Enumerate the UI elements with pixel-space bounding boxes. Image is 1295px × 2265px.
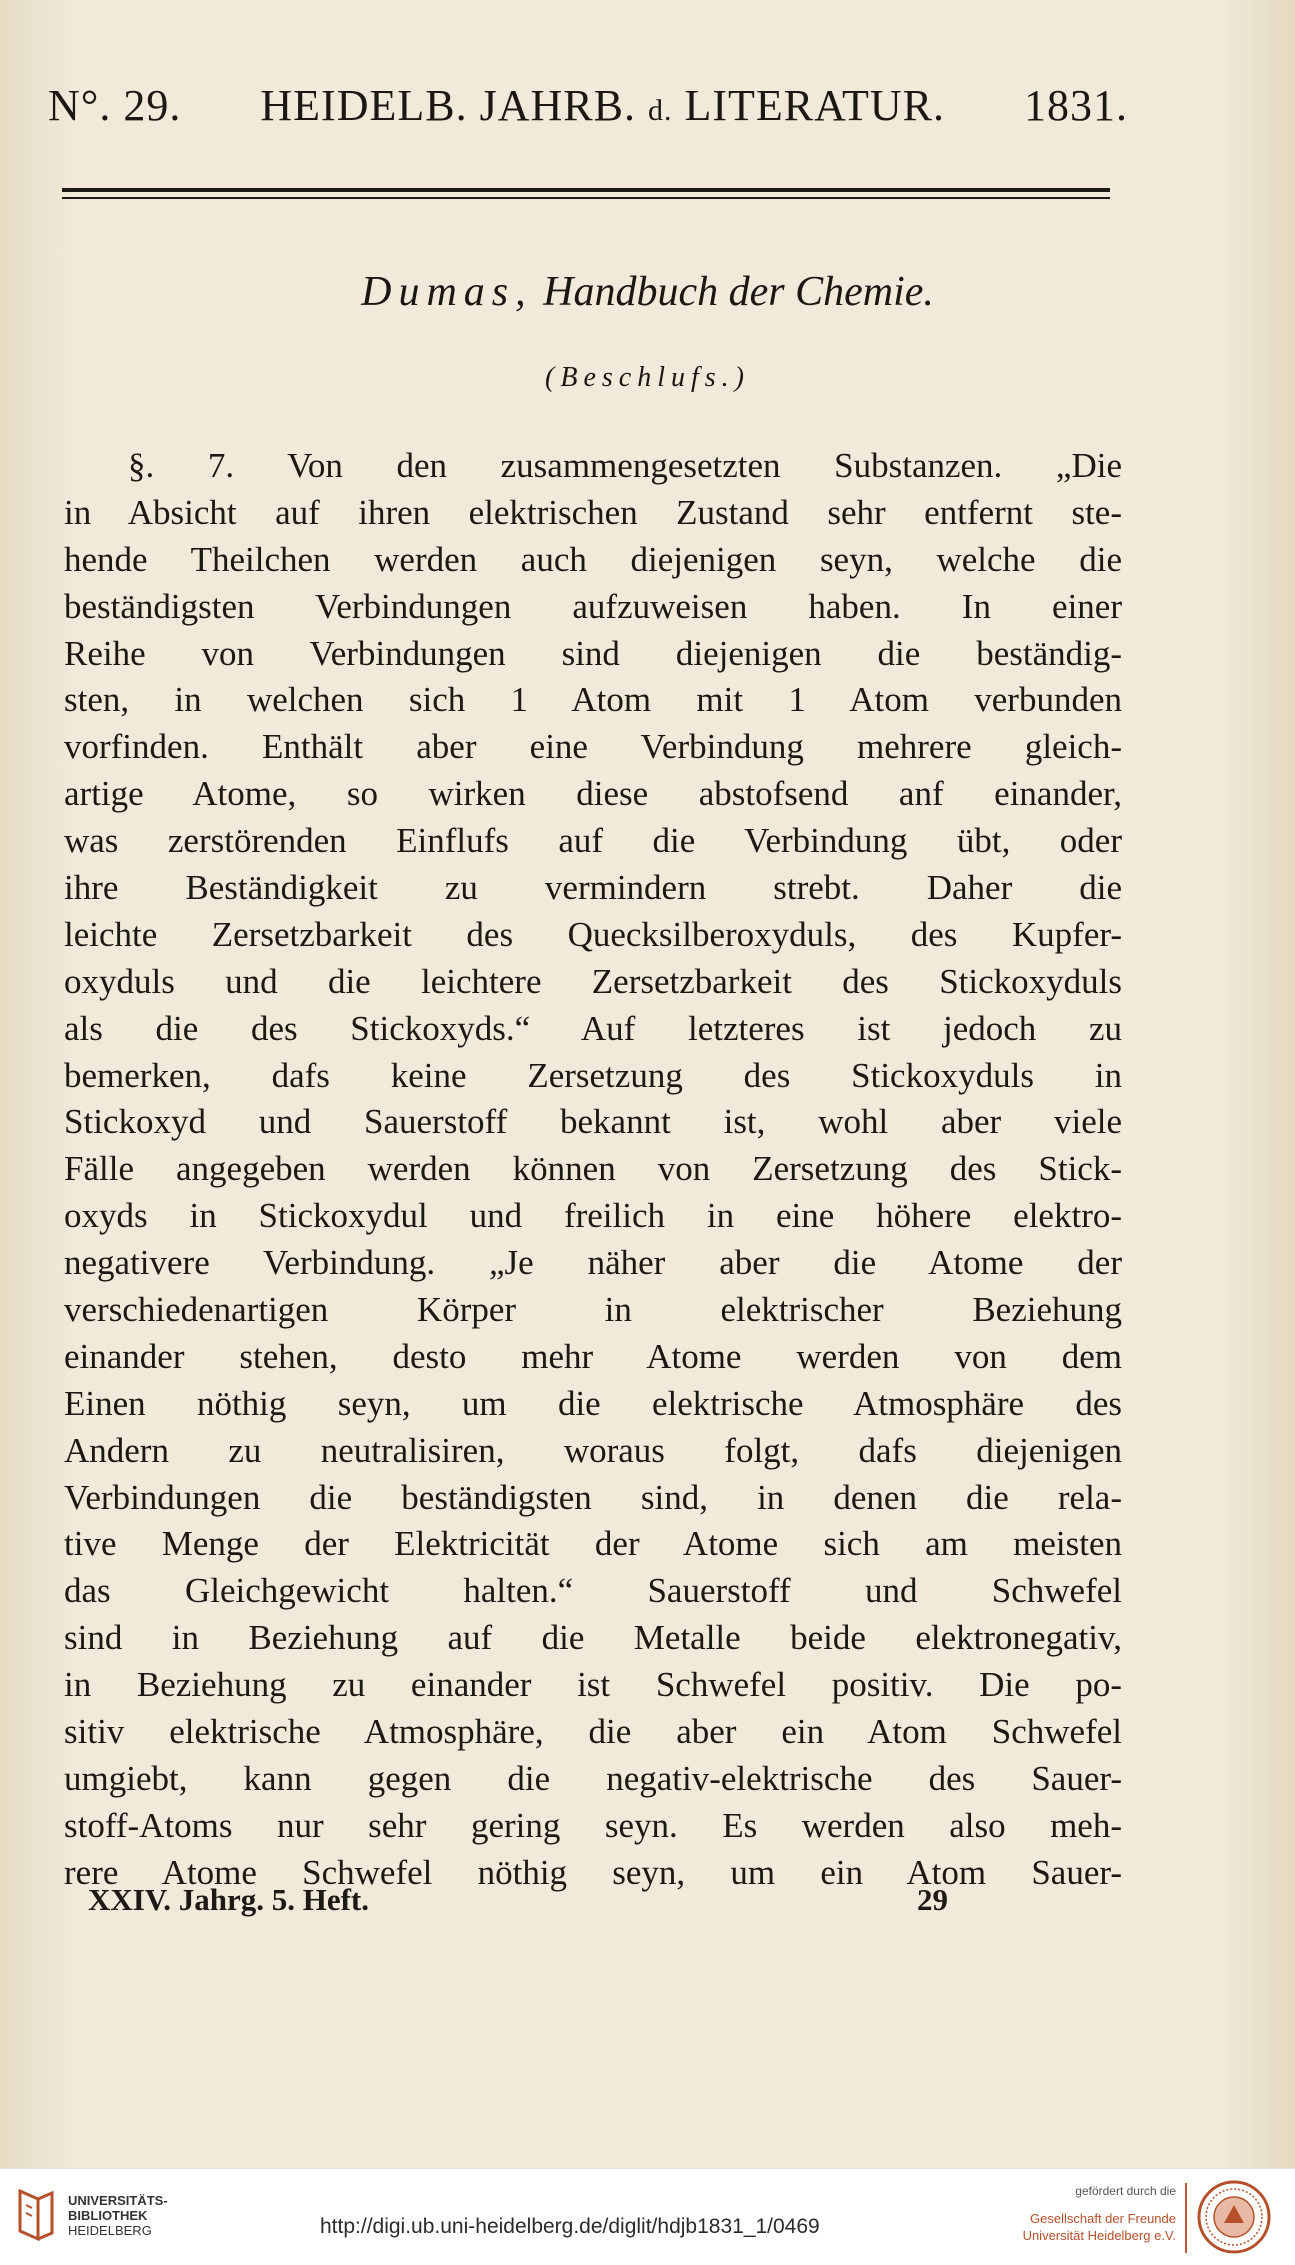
text-line: Verbindungen die beständigsten sind, in denen die rela- <box>64 1477 1122 1517</box>
journal-suffix: LITERATUR. <box>684 81 945 130</box>
library-name <box>68 2193 168 2238</box>
text-line: oxyds in Stickoxydul und freilich in eine höhere elektro- <box>64 1196 1122 1236</box>
footer-bar <box>0 2168 1295 2265</box>
text-line: in Absicht auf ihren elektrischen Zustand sehr entfernt ste- <box>64 492 1122 532</box>
text-line: leichte Zersetzbarkeit des Quecksilberoxyduls, des Kupfer- <box>64 914 1122 954</box>
text-line: vorfinden. Enthält aber eine Verbindung mehrere gleich- <box>64 727 1122 767</box>
text-line: negativere Verbindung. „Je näher aber die Atome der <box>64 1243 1122 1283</box>
article-title <box>0 268 1295 316</box>
library-line-1: UNIVERSITÄTS- <box>68 2192 168 2208</box>
permalink-url[interactable]: http://digi.ub.uni-heidelberg.de/diglit/hdjb1831_1/0469 <box>320 2215 820 2238</box>
double-rule <box>62 188 1110 199</box>
year: 1831. <box>1024 81 1128 130</box>
article-work: Handbuch der Chemie. <box>543 269 934 315</box>
issue-number: N°. 29. <box>48 81 182 130</box>
university-seal-icon[interactable] <box>1196 2179 1272 2255</box>
text-line: artige Atome, so wirken diese abstofsend anf einander, <box>64 774 1122 814</box>
article-subtitle: (Beschlufs.) <box>545 362 750 393</box>
text-line: §. 7. Von den zusammengesetzten Substanzen. „Die <box>128 446 1122 485</box>
text-line: stoff-Atoms nur sehr gering seyn. Es werden also meh- <box>64 1805 1122 1845</box>
running-head <box>48 80 1128 131</box>
library-logo[interactable] <box>14 2187 168 2243</box>
text-line: was zerstörenden Einflufs auf die Verbindung übt, oder <box>64 821 1122 861</box>
sponsor-line-2: Universität Heidelberg e.V. <box>1022 2228 1176 2243</box>
text-line: bemerken, dafs keine Zersetzung des Stickoxyduls in <box>64 1055 1122 1095</box>
sponsor-line-1: Gesellschaft der Freunde <box>1030 2211 1176 2226</box>
volume-info: XXIV. Jahrg. 5. Heft. <box>88 1882 369 1917</box>
text-line: Reihe von Verbindungen sind diejenigen die beständig- <box>64 633 1122 673</box>
text-line: als die des Stickoxyds.“ Auf letzteres ist jedoch zu <box>64 1008 1122 1048</box>
text-line: sten, in welchen sich 1 Atom mit 1 Atom verbunden <box>64 680 1122 720</box>
text-line: sind in Beziehung auf die Metalle beide elektronegativ, <box>64 1618 1122 1658</box>
text-line: sitiv elektrische Atmosphäre, die aber ein Atom Schwefel <box>64 1712 1122 1752</box>
sheet-number: 29 <box>917 1882 948 1917</box>
sponsor-lead: gefördert durch die <box>1075 2184 1176 2198</box>
text-line: Andern zu neutralisiren, woraus folgt, dafs diejenigen <box>64 1430 1122 1470</box>
text-line: rere Atome Schwefel nöthig seyn, um ein Atom Sauer- <box>64 1852 1122 1892</box>
article-author: Dumas, <box>361 269 533 315</box>
sponsor-block <box>968 2183 1176 2244</box>
journal-name <box>260 80 945 131</box>
text-line: in Beziehung zu einander ist Schwefel positiv. Die po- <box>64 1665 1122 1705</box>
library-line-2: BIBLIOTHEK <box>68 2207 148 2223</box>
journal-prefix: HEIDELB. JAHRB. <box>260 81 636 130</box>
text-line: Fälle angegeben werden können von Zersetzung des Stick- <box>64 1149 1122 1189</box>
sponsor-divider <box>1185 2183 1187 2253</box>
text-line: umgiebt, kann gegen die negativ-elektrische des Sauer- <box>64 1758 1122 1798</box>
text-line: beständigsten Verbindungen aufzuweisen haben. In einer <box>64 586 1122 626</box>
text-line: ihre Beständigkeit zu vermindern strebt. Daher die <box>64 868 1122 908</box>
text-line: einander stehen, desto mehr Atome werden von dem <box>64 1336 1122 1376</box>
text-line: Stickoxyd und Sauerstoff bekannt ist, wohl aber viele <box>64 1102 1122 1142</box>
text-line: hende Theilchen werden auch diejenigen seyn, welche die <box>64 539 1122 579</box>
library-line-3: HEIDELBERG <box>68 2222 152 2238</box>
journal-d: d. <box>647 94 673 127</box>
text-line: Einen nöthig seyn, um die elektrische Atmosphäre des <box>64 1383 1122 1423</box>
body-text <box>64 443 1122 1897</box>
text-line: tive Menge der Elektricität der Atome sich am meisten <box>64 1524 1122 1564</box>
text-line: oxyduls und die leichtere Zersetzbarkeit des Stickoxyduls <box>64 961 1122 1001</box>
text-line: verschiedenartigen Körper in elektrischer Beziehung <box>64 1290 1122 1330</box>
text-line: das Gleichgewicht halten.“ Sauerstoff und Schwefel <box>64 1571 1122 1611</box>
library-mark-icon <box>14 2187 58 2243</box>
signature-line <box>88 1882 948 1918</box>
